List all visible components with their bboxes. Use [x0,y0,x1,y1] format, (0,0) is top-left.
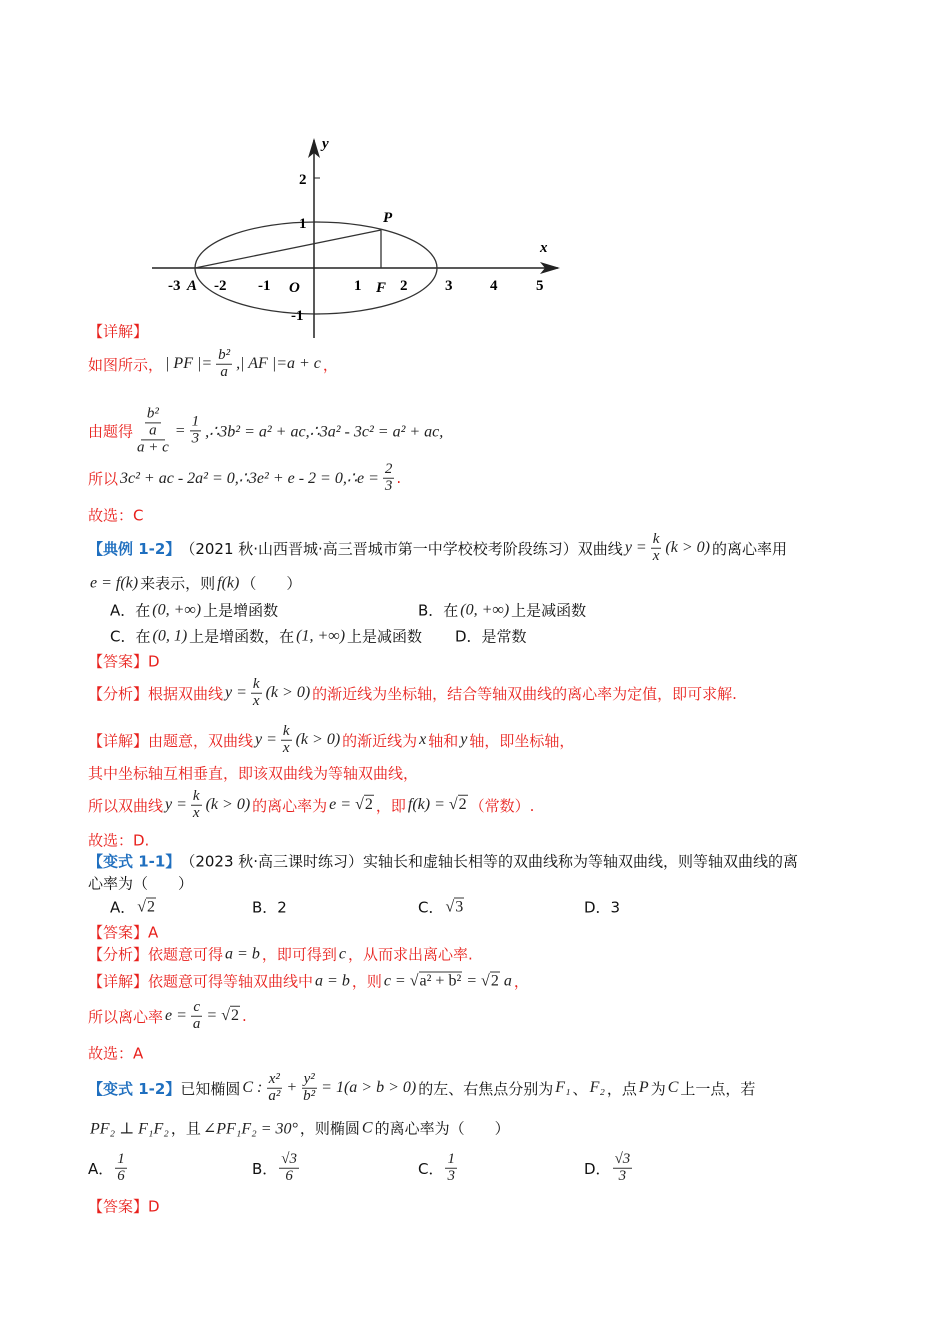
text-run: ，从而求出离心率. [347,945,473,964]
radical-sign: √ [481,972,490,989]
text-line [88,677,737,710]
math-expression: (k > 0) [265,684,311,701]
math-expression: ,| AF |=a + c [236,355,321,372]
math-expression: F₁ [555,1079,571,1096]
text-line [88,789,534,822]
radicand: a² + b² [419,972,462,989]
text-run: 上是增函数，在 [189,627,295,646]
denominator: x [652,547,660,564]
fraction [301,1072,317,1105]
x-axis-label: x [540,240,548,256]
numerator [141,406,165,440]
denominator: a² [268,1087,281,1104]
text-line [88,462,401,495]
text-run: C． [418,1159,444,1178]
numerator: x² [268,1070,280,1087]
x-tick: -3 [168,278,181,294]
math-expression: c [338,945,346,962]
text-run: C．在 [110,627,151,646]
x-tick: 3 [445,278,453,294]
math-expression: (0, +∞) [152,601,202,618]
numerator: √3 [281,1150,298,1167]
numerator: 1 [447,1150,455,1167]
fraction [281,724,292,757]
text-line [88,830,149,851]
text-run: 【分析】根据双曲线 [88,684,224,703]
text-run: 的离心率为 [252,796,328,815]
text-run: 其中坐标轴互相垂直，即该双曲线为等轴双曲线， [88,764,419,783]
text-run: D． [584,1159,611,1178]
text-run: ，即可得到 [261,945,337,964]
text-run: B．在 [418,601,459,620]
denominator: 6 [285,1167,293,1184]
math-expression: (0, +∞) [460,601,510,618]
text-run: 所以离心率 [88,1007,164,1026]
math-expression: y = [165,796,187,813]
numerator: b² [218,346,231,363]
denominator: x [282,739,290,756]
text-run: C． [418,898,444,917]
text-line [110,600,278,621]
text-run: ，点 [606,1079,637,1098]
text-line [88,1043,143,1064]
math-expression: e = f(k) [90,574,139,591]
y-tick: 2 [299,172,307,188]
text-run: ， [513,972,529,991]
square-root [445,898,464,916]
math-expression: a [503,972,512,989]
text-run: 【详解】依题意可得等轴双曲线中 [88,972,314,991]
text-run: 【答案】D [88,1197,160,1216]
x-tick: 5 [536,278,544,294]
math-expression: + [286,1079,298,1096]
text-run: 【变式 1-2】 [88,1079,181,1098]
text-run: 【详解】由题意，双曲线 [88,731,254,750]
math-expression: y = [225,684,247,701]
text-line [88,1072,755,1105]
text-run: 的离心率为（ ） [374,1119,510,1138]
math-expression: = [466,972,478,989]
radicand: 2 [458,796,467,813]
text-run: 故选：A [88,1044,144,1063]
square-root [221,1007,240,1025]
text-line [88,763,418,784]
text-line [88,1152,129,1185]
math-expression: (1, +∞) [296,627,346,644]
text-line [418,897,466,918]
text-line [88,406,445,455]
text-run: 为 [650,1079,666,1098]
text-run: 上是增函数 [203,601,279,620]
text-run: ，即 [375,796,406,815]
text-run: 所以双曲线 [88,796,164,815]
fraction [145,406,161,439]
text-line [584,897,620,918]
text-run: 心率为（ ） [88,874,194,893]
math-expression: ,∴3b² = a² + ac,∴3a² - 3c² = a² + ac, [205,423,444,440]
math-expression: | PF |= [165,355,213,372]
text-run: 由题得 [88,422,134,441]
math-expression: = [174,422,186,439]
point-F-label: F [376,280,387,296]
text-run: 所以 [88,469,119,488]
text-run: . [396,469,402,487]
fraction [251,677,262,710]
denominator: 3 [384,477,393,494]
text-run: 故选：C [88,506,144,525]
text-run: ，则椭圆 [299,1119,360,1138]
y-tick: 1 [299,216,307,232]
text-run: 【典例 1-2】 [88,539,181,558]
x-tick: 2 [400,278,408,294]
denominator: a [149,422,157,439]
text-line [418,1152,459,1185]
text-line [88,1118,510,1139]
text-run: A． [88,1159,114,1178]
numerator: k [192,787,200,804]
text-run: 上是减函数 [347,627,423,646]
math-expression: e = [329,796,352,813]
fraction [216,348,232,381]
text-run: 【详解】 [88,322,149,341]
text-run: 轴，即坐标轴， [469,731,575,750]
math-expression: C [667,1079,679,1096]
math-expression: F₂ [589,1079,605,1096]
text-run: D．3 [584,898,621,917]
origin-label: O [289,280,300,296]
text-run: 的离心率用 [711,539,787,558]
square-root [137,898,156,916]
text-run: 【答案】A [88,923,159,942]
radical-sign: √ [445,898,455,915]
fraction [191,789,202,822]
fraction [445,1152,457,1185]
text-run: . [242,1007,247,1025]
math-expression: (0, 1) [152,627,188,644]
text-run: （2021 秋·山西晋城·高三晋城市第一中学校校考阶段练习）双曲线 [180,539,623,558]
math-expression: (k > 0) [295,731,341,748]
text-run: 上一点，若 [680,1079,756,1098]
fraction [651,532,662,565]
radicand: 2 [490,972,499,989]
text-run: B．2 [252,898,287,917]
radical-sign: √ [355,796,364,813]
text-run: 的渐近线为坐标轴，结合等轴双曲线的离心率为定值，即可求解. [312,684,737,703]
math-expression: (k > 0) [665,539,710,556]
text-line [88,851,798,872]
text-run: 已知椭圆 [180,1079,241,1098]
denominator: b² [303,1087,316,1104]
text-line [252,1152,301,1185]
denominator: 6 [117,1167,125,1184]
denominator: 3 [447,1167,455,1184]
text-line [110,897,158,918]
text-run: （常数）. [469,796,535,815]
text-line [88,922,158,943]
text-line [88,1000,247,1033]
text-run: 的渐近线为 [342,731,418,750]
text-line [110,626,422,647]
text-line [418,600,586,621]
text-line [88,532,787,565]
math-expression: y = [255,731,277,748]
math-expression: P [638,1079,649,1096]
text-line [88,505,143,526]
text-run: 【分析】依题意可得 [88,945,224,964]
denominator: 3 [618,1167,627,1184]
text-run: 故选：D. [88,831,150,850]
math-expression: x [419,731,427,748]
fraction [115,1152,127,1185]
text-run: A． [110,898,136,917]
math-expression: f(k) = [407,796,445,813]
denominator: a [192,1015,201,1032]
math-expression: y = [624,539,647,556]
text-line [88,348,338,381]
x-tick: 4 [490,278,498,294]
math-expression: f(k) [217,574,240,591]
math-expression: e = [165,1007,187,1024]
text-line [88,971,529,992]
square-root [355,796,374,814]
text-run: D．是常数 [455,627,527,646]
numerator: 2 [384,460,393,477]
radical-sign: √ [221,1007,230,1024]
text-line [88,321,148,342]
x-tick: 1 [354,278,362,294]
math-expression: a = b [315,972,350,989]
text-run: 【答案】D [88,652,160,671]
numerator: k [652,530,660,547]
text-run: （2023 秋·高三课时练习）实轴长和虚轴长相等的双曲线称为等轴双曲线，则等轴双曲线的离 [180,852,799,871]
math-expression: C : [242,1079,263,1096]
point-P-label: P [383,210,393,226]
math-expression: ∠PF₁F₂ = 30° [202,1120,298,1137]
y-axis-label: y [322,136,329,152]
fraction [613,1152,633,1185]
radicand: 3 [455,898,464,915]
text-line [88,944,473,965]
text-run: ，且 [170,1119,201,1138]
text-line [252,897,287,918]
math-expression: (k > 0) [205,796,251,813]
denominator: 3 [191,430,200,447]
math-expression: PF₂ ⊥ F₁F₂ [90,1120,169,1137]
radicand: 2 [147,898,156,915]
numerator: 1 [191,413,200,430]
text-run: ， [322,355,338,374]
text-run: 来表示，则 [140,574,216,593]
text-line [88,873,193,894]
text-run: 【变式 1-1】 [88,852,181,871]
text-line [88,573,301,594]
numerator: b² [146,405,159,422]
radical-sign: √ [137,898,147,915]
x-tick: -2 [214,278,227,294]
text-run: 、 [572,1079,588,1098]
radical-sign: √ [448,796,458,813]
text-line [584,1152,634,1185]
math-expression: a = b [225,945,260,962]
x-tick: -1 [258,278,271,294]
text-line [455,626,527,647]
radical-sign: √ [409,972,419,989]
denominator: a + c [137,438,169,455]
numerator: c [193,998,200,1015]
text-run: B． [252,1159,278,1178]
text-run: 上是减函数 [511,601,587,620]
segment-AP [195,230,381,268]
numerator: k [252,675,260,692]
radicand: 2 [364,796,373,813]
math-expression: y [460,731,468,748]
text-run: ，则 [351,972,382,991]
math-expression: C [361,1119,373,1136]
numerator: √3 [614,1150,631,1167]
radicand: 2 [231,1007,239,1024]
math-expression: = 1(a > b > 0) [321,1079,417,1096]
text-line [88,651,160,672]
text-run: 轴和 [428,731,459,750]
square-root [410,972,463,990]
text-line [88,1196,160,1217]
math-expression: c = [383,972,406,989]
denominator: x [192,804,200,821]
y-tick: -1 [291,308,304,324]
text-run: A．在 [110,601,151,620]
square-root [449,796,468,814]
ellipse-figure [0,0,950,345]
fraction [383,462,395,495]
fraction [191,1000,203,1033]
square-root [481,972,500,990]
math-expression: 3c² + ac - 2a² = 0,∴3e² + e - 2 = 0,∴e = [120,470,379,487]
point-A-label: A [187,278,198,294]
text-line [88,724,574,757]
denominator: a [220,363,228,380]
numerator: k [282,722,290,739]
fraction [266,1072,282,1105]
math-expression: = [206,1007,218,1024]
text-run: （ ） [241,574,302,593]
numerator: 1 [117,1150,125,1167]
numerator: y² [303,1070,315,1087]
text-run: 的左、右焦点分别为 [418,1079,554,1098]
fraction [279,1152,299,1185]
denominator: x [252,692,260,709]
fraction [190,415,202,448]
fraction [135,406,171,455]
text-run: 如图所示， [88,355,164,374]
